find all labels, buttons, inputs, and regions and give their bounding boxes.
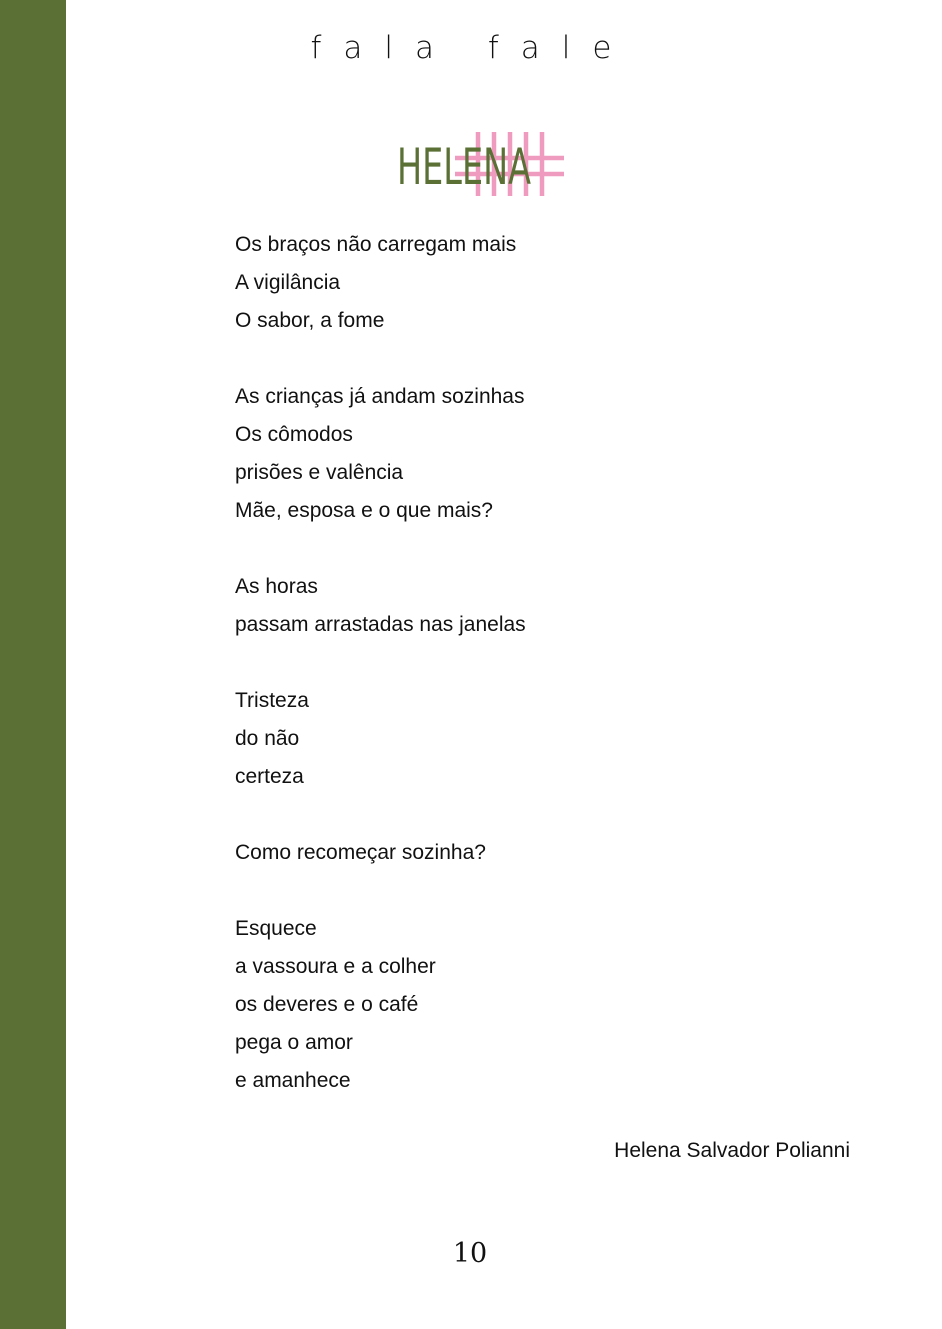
poem-line: certeza xyxy=(235,765,304,788)
poem-stanza xyxy=(235,226,526,340)
poem-line: Tristeza xyxy=(235,689,309,712)
poem-line: Esquece xyxy=(235,917,317,940)
logo-wordmark: HELENA xyxy=(397,138,531,196)
poem-stanza xyxy=(235,378,526,530)
side-color-band xyxy=(0,0,66,1329)
poem-body xyxy=(235,226,526,1100)
poem-line: As crianças já andam sozinhas xyxy=(235,385,525,408)
poem-line: a vassoura e a colher xyxy=(235,955,436,978)
poem-line: O sabor, a fome xyxy=(235,309,385,332)
poem-line: do não xyxy=(235,727,300,750)
poem-line: e amanhece xyxy=(235,1069,351,1092)
poem-line: Mãe, esposa e o que mais? xyxy=(235,499,493,522)
poem-line: os deveres e o café xyxy=(235,993,419,1016)
poem-line: Os braços não carregam mais xyxy=(235,233,517,256)
publication-title: fala fale xyxy=(310,30,634,66)
poem-stanza xyxy=(235,682,526,796)
helena-logo xyxy=(397,128,567,200)
poem-line: passam arrastadas nas janelas xyxy=(235,613,526,636)
poem-line: A vigilância xyxy=(235,271,341,294)
poem-stanza xyxy=(235,834,526,872)
author-signature: Helena Salvador Polianni xyxy=(614,1139,850,1162)
poem-line: Como recomeçar sozinha? xyxy=(235,841,486,864)
page-number: 10 xyxy=(452,1238,488,1269)
poem-stanza xyxy=(235,568,526,644)
poem-line: Os cômodos xyxy=(235,423,353,446)
poem-line: pega o amor xyxy=(235,1031,353,1054)
poem-line: As horas xyxy=(235,575,318,598)
poem-line: prisões e valência xyxy=(235,461,404,484)
poem-stanza xyxy=(235,910,526,1100)
